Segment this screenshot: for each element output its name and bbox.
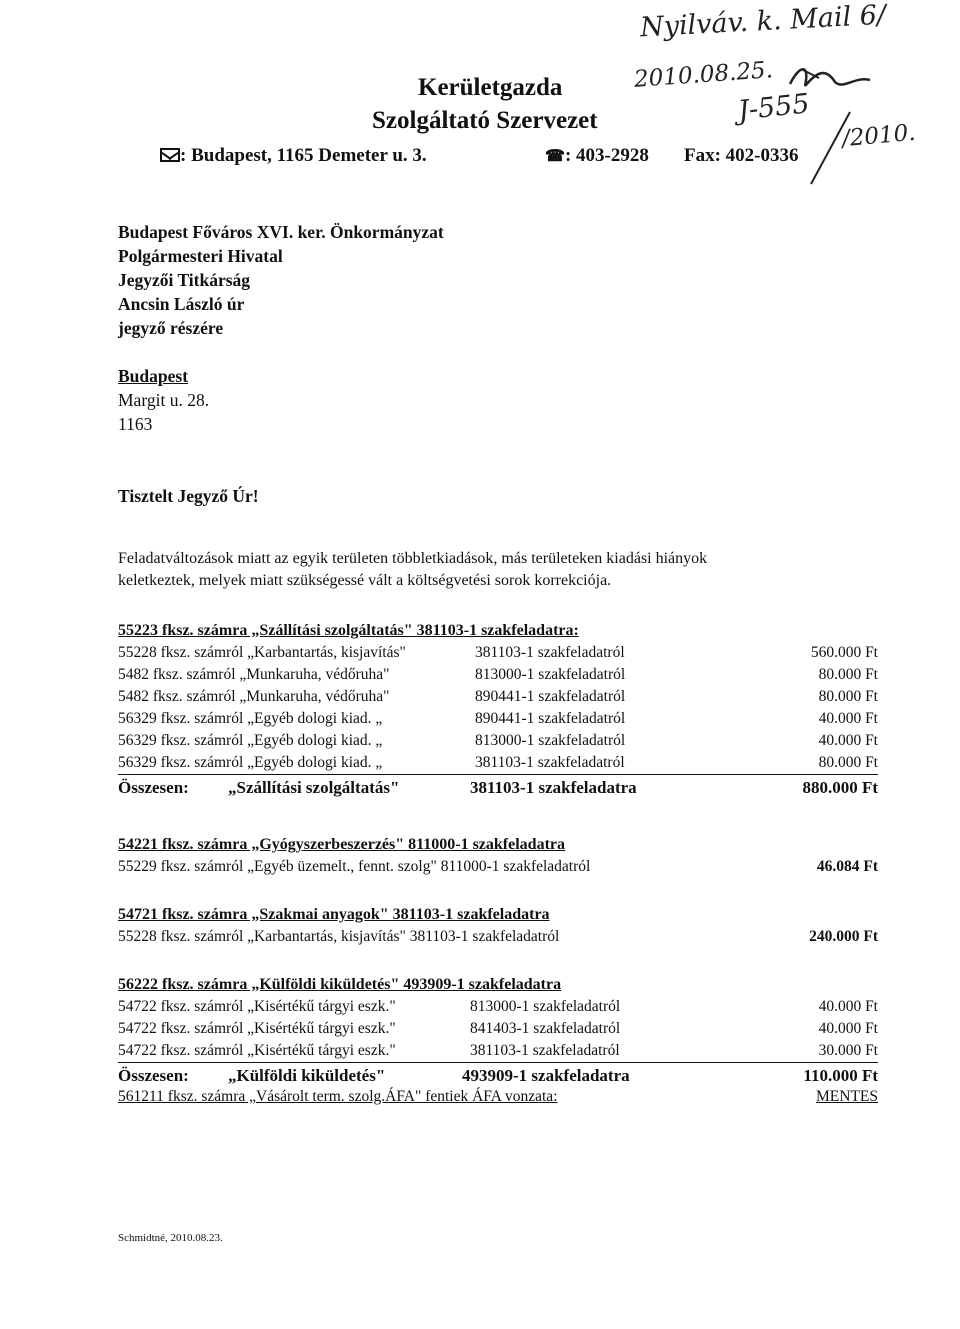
- table-row-source: 55229 fksz. számról „Egyéb üzemelt., fennt. szolg" 811000-1 szakfeladatról: [118, 858, 591, 875]
- table-row-source: 54722 fksz. számról „Kisértékű tárgyi eszk.": [118, 1020, 396, 1037]
- sum-divider: [118, 774, 878, 775]
- handwritten-note: Nyilváv. k. Mail 6/: [639, 0, 887, 44]
- total-name: „Külföldi kiküldetés": [228, 1066, 386, 1085]
- recipient-city: Budapest: [118, 366, 189, 386]
- table-row-source: 54722 fksz. számról „Kisértékű tárgyi eszk.": [118, 998, 396, 1015]
- handwritten-slash: [805, 108, 855, 188]
- recipient-street: Margit u. 28.: [118, 390, 210, 410]
- phone-text: : 403-2928: [564, 145, 649, 166]
- table-row-amount: 40.000 Ft: [818, 710, 878, 727]
- author-footer: Schmidtné, 2010.08.23.: [118, 1232, 223, 1244]
- table-row-task: 381103-1 szakfeladatról: [470, 1042, 620, 1059]
- table-row-source: 56329 fksz. számról „Egyéb dologi kiad. „: [118, 710, 383, 727]
- salutation: Tisztelt Jegyző Úr!: [118, 486, 259, 506]
- total-amount: 110.000 Ft: [803, 1066, 878, 1085]
- recipient-line-1: Budapest Főváros XVI. ker. Önkormányzat: [118, 222, 444, 242]
- recipient-line-5: jegyző részére: [118, 318, 224, 338]
- table-row-task: 841403-1 szakfeladatról: [470, 1020, 621, 1037]
- table-row-source: 55228 fksz. számról „Karbantartás, kisjavítás" 381103-1 szakfeladatról: [118, 928, 560, 945]
- mail-icon: [160, 148, 180, 162]
- total-task: 493909-1 szakfeladatra: [462, 1066, 630, 1085]
- total-amount: 880.000 Ft: [802, 778, 878, 797]
- recipient-line-4: Ancsin László úr: [118, 294, 245, 314]
- org-address: [160, 145, 427, 167]
- table-row-source: 56329 fksz. számról „Egyéb dologi kiad. „: [118, 754, 383, 771]
- phone-icon: ☎: [545, 148, 565, 165]
- table-row-task: 890441-1 szakfeladatról: [475, 710, 626, 727]
- table-row-amount: 240.000 Ft: [809, 928, 878, 945]
- table-row-amount: 80.000 Ft: [818, 666, 878, 683]
- handwritten-ref-year: /2010.: [841, 119, 917, 153]
- intro-line-1: Feladatváltozások miatt az egyik területen többletkiadások, más területeken kiadási hiányok: [118, 550, 708, 567]
- section-heading: 56222 fksz. számra „Külföldi kiküldetés" 493909-1 szakfeladatra: [118, 976, 562, 993]
- address-text: : Budapest, 1165 Demeter u. 3.: [180, 145, 427, 166]
- table-row-amount: 46.084 Ft: [816, 858, 878, 875]
- vat-line: 561211 fksz. számra „Vásárolt term. szolg.ÁFA" fentiek ÁFA vonzata:: [118, 1088, 558, 1105]
- intro-line-2: keletkeztek, melyek miatt szükségessé vált a költségvetési sorok korrekciója.: [118, 572, 612, 589]
- handwritten-date-stamp: 2010.08.25.: [633, 57, 774, 93]
- section-heading: 54721 fksz. számra „Szakmai anyagok" 381103-1 szakfeladatra: [118, 906, 550, 923]
- table-row-amount: 40.000 Ft: [818, 998, 878, 1015]
- table-row-amount: 40.000 Ft: [818, 1020, 878, 1037]
- table-row-task: 890441-1 szakfeladatról: [475, 688, 626, 705]
- org-name-line2: Szolgáltató Szervezet: [372, 107, 598, 134]
- table-row-amount: 30.000 Ft: [818, 1042, 878, 1059]
- table-row-task: 813000-1 szakfeladatról: [475, 666, 626, 683]
- total-label: Összesen:: [118, 778, 189, 797]
- org-name-line1: Kerületgazda: [418, 74, 563, 101]
- table-row-amount: 40.000 Ft: [818, 732, 878, 749]
- table-row-task: 381103-1 szakfeladatról: [475, 754, 625, 771]
- recipient-zip: 1163: [118, 414, 153, 434]
- table-row-source: 5482 fksz. számról „Munkaruha, védőruha": [118, 688, 390, 705]
- table-row-task: 813000-1 szakfeladatról: [475, 732, 626, 749]
- total-task: 381103-1 szakfeladatra: [470, 778, 637, 797]
- recipient-line-2: Polgármesteri Hivatal: [118, 246, 283, 266]
- org-phone: [545, 145, 649, 167]
- table-row-task: 381103-1 szakfeladatról: [475, 644, 625, 661]
- handwritten-ref-number: J-555: [736, 88, 811, 127]
- table-row-amount: 80.000 Ft: [818, 754, 878, 771]
- table-row-amount: 560.000 Ft: [810, 644, 878, 661]
- total-label: Összesen:: [118, 1066, 189, 1085]
- org-fax: Fax: 402-0336: [684, 145, 799, 166]
- section-heading: 54221 fksz. számra „Gyógyszerbeszerzés" 811000-1 szakfeladatra: [118, 836, 566, 853]
- table-row-source: 54722 fksz. számról „Kisértékű tárgyi eszk.": [118, 1042, 396, 1059]
- sum-divider: [118, 1062, 878, 1063]
- recipient-line-3: Jegyzői Titkárság: [118, 270, 251, 290]
- table-row-source: 5482 fksz. számról „Munkaruha, védőruha": [118, 666, 390, 683]
- section-heading: 55223 fksz. számra „Szállítási szolgáltatás" 381103-1 szakfeladatra:: [118, 622, 579, 639]
- table-row-amount: 80.000 Ft: [818, 688, 878, 705]
- table-row-source: 55228 fksz. számról „Karbantartás, kisjavítás": [118, 644, 406, 661]
- vat-status: MENTES: [816, 1088, 878, 1105]
- table-row-source: 56329 fksz. számról „Egyéb dologi kiad. „: [118, 732, 383, 749]
- total-name: „Szállítási szolgáltatás": [228, 778, 400, 797]
- table-row-task: 813000-1 szakfeladatról: [470, 998, 621, 1015]
